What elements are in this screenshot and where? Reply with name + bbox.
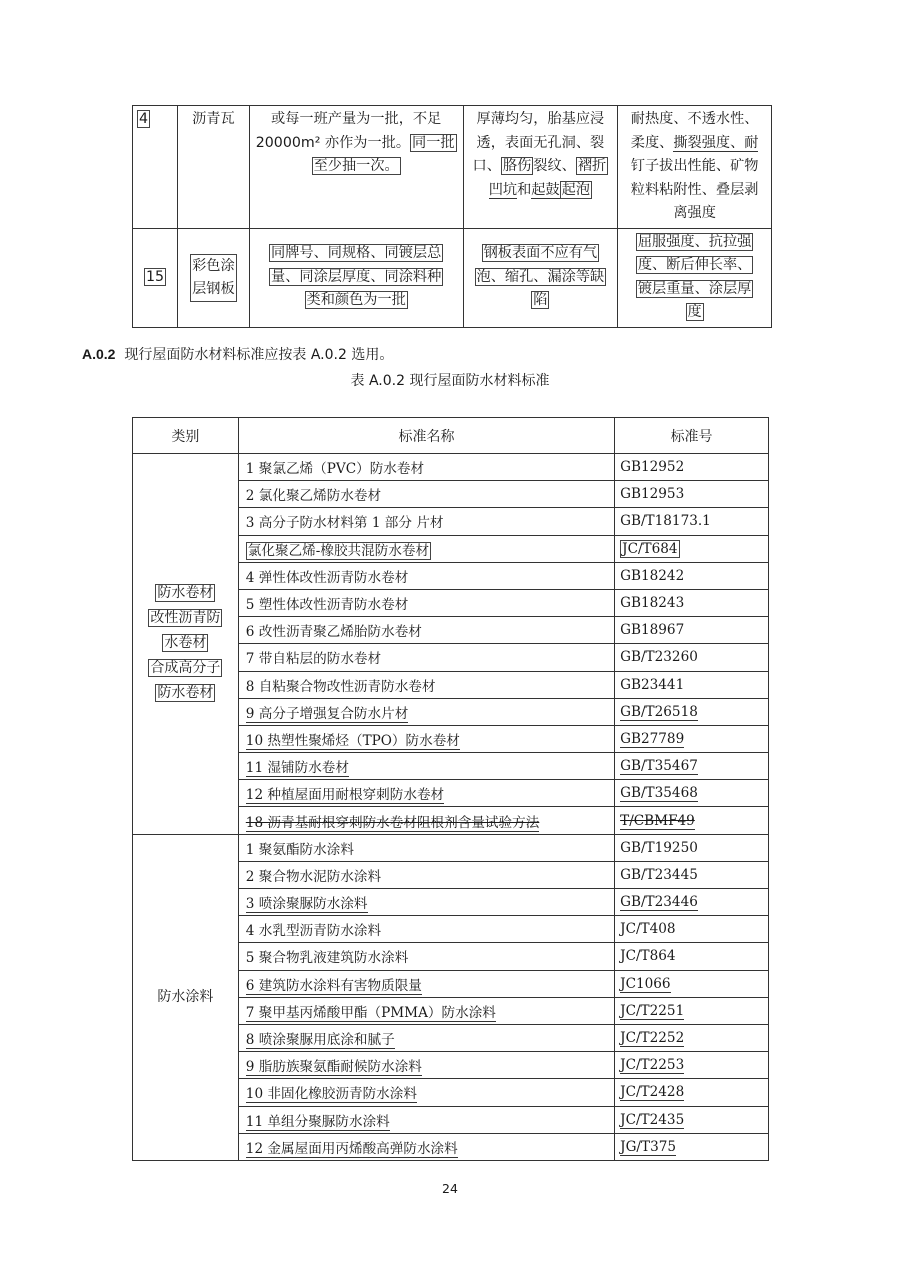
material-name: 沥青瓦 xyxy=(177,106,249,229)
clause-number: A.0.2 xyxy=(82,346,116,362)
appearance-requirement: 厚薄均匀，胎基应浸 透，表面无孔洞、裂 口、 胳伤 裂纹、 褶折 凹坑和起鼓 起泡 xyxy=(463,106,618,229)
clause-text xyxy=(82,344,393,364)
standard-code: JC/T864 xyxy=(615,943,769,970)
standard-code: GB27789 xyxy=(615,725,769,752)
table-caption: 表 A.0.2 现行屋面防水材料标准 xyxy=(350,373,550,389)
row-number: 4 xyxy=(133,106,178,229)
page-number: 24 xyxy=(442,1181,458,1196)
standard-name: 氯化聚乙烯-橡胶共混防水卷材 xyxy=(238,535,614,562)
standard-name: 7 聚甲基丙烯酸甲酯（PMMA）防水涂料 xyxy=(238,997,614,1024)
standard-name: 2 氯化聚乙烯防水卷材 xyxy=(238,481,614,508)
standard-name: 12 金属屋面用丙烯酸高弹防水涂料 xyxy=(238,1133,614,1160)
standards-table xyxy=(132,417,769,1161)
table-row xyxy=(133,228,772,327)
test-items: 屈服强度、抗拉强 度、断后伸长率、 镀层重量、涂层厚 度 xyxy=(618,228,772,327)
standard-name: 1 聚氯乙烯（PVC）防水卷材 xyxy=(238,454,614,481)
standard-code: JC/T2435 xyxy=(615,1106,769,1133)
category-cell: 防水涂料 xyxy=(133,834,239,1160)
clause-body: 现行屋面防水材料标准应按表 A.0.2 选用。 xyxy=(124,347,394,363)
standard-name: 6 建筑防水涂料有害物质限量 xyxy=(238,970,614,997)
standard-name: 11 单组分聚脲防水涂料 xyxy=(238,1106,614,1133)
standard-code: GB18242 xyxy=(615,562,769,589)
standard-code: JC/T2252 xyxy=(615,1024,769,1051)
standard-name: 8 喷涂聚脲用底涂和腻子 xyxy=(238,1024,614,1051)
batch-rule: 同牌号、同规格、同镀层总 量、同涂层厚度、同涂料种 类和颜色为一批 xyxy=(249,228,463,327)
standard-name: 4 弹性体改性沥青防水卷材 xyxy=(238,562,614,589)
standard-name: 12 种植屋面用耐根穿刺防水卷材 xyxy=(238,780,614,807)
standard-code: GB/T26518 xyxy=(615,698,769,725)
standard-name: 2 聚合物水泥防水涂料 xyxy=(238,861,614,888)
standard-code: GB18967 xyxy=(615,617,769,644)
standard-code: GB/T23260 xyxy=(615,644,769,671)
standard-code: GB23441 xyxy=(615,671,769,698)
standard-code: JC/T2253 xyxy=(615,1052,769,1079)
standard-name: 8 自粘聚合物改性沥青防水卷材 xyxy=(238,671,614,698)
standard-code: T/CBMF49 xyxy=(615,807,769,834)
table-row xyxy=(133,834,769,861)
standard-name: 6 改性沥青聚乙烯胎防水卷材 xyxy=(238,617,614,644)
standard-code: GB/T35467 xyxy=(615,753,769,780)
standard-code: GB/T19250 xyxy=(615,834,769,861)
standard-code: JC/T408 xyxy=(615,916,769,943)
standard-code: GB/T23446 xyxy=(615,889,769,916)
standard-code: JC/T2251 xyxy=(615,997,769,1024)
standard-code: GB12953 xyxy=(615,481,769,508)
test-items: 耐热度、不透水性、 柔度、撕裂强度、耐 钉子拔出性能、矿物 粒料粘附性、叠层剥 离强度 xyxy=(618,106,772,229)
standard-code: GB12952 xyxy=(615,454,769,481)
standard-code: JC/T684 xyxy=(615,535,769,562)
standard-name: 5 聚合物乳液建筑防水涂料 xyxy=(238,943,614,970)
row-number: 15 xyxy=(133,228,178,327)
standard-code: GB/T23445 xyxy=(615,861,769,888)
header-row xyxy=(133,418,769,454)
standard-code: JC1066 xyxy=(615,970,769,997)
category-cell: 防水卷材 改性沥青防 水卷材 合成高分子 防水卷材 xyxy=(133,454,239,835)
standard-code: JC/T2428 xyxy=(615,1079,769,1106)
table-row xyxy=(133,106,772,229)
standard-name: 1 聚氨酯防水涂料 xyxy=(238,834,614,861)
table-row xyxy=(133,454,769,481)
standard-name: 9 高分子增强复合防水片材 xyxy=(238,698,614,725)
standard-name: 3 喷涂聚脲防水涂料 xyxy=(238,889,614,916)
standard-name: 4 水乳型沥青防水涂料 xyxy=(238,916,614,943)
batch-rule: 或每一班产量为一批，不足 20000m² 亦作为一批。 同一批 至少抽一次。 xyxy=(249,106,463,229)
standard-name: 7 带自粘层的防水卷材 xyxy=(238,644,614,671)
standard-code: JG/T375 xyxy=(615,1133,769,1160)
standard-name: 10 非固化橡胶沥青防水涂料 xyxy=(238,1079,614,1106)
material-name: 彩色涂 层钢板 xyxy=(177,228,249,327)
standard-code: GB18243 xyxy=(615,589,769,616)
standard-code: GB/T35468 xyxy=(615,780,769,807)
standard-name: 9 脂肪族聚氨酯耐候防水涂料 xyxy=(238,1052,614,1079)
continuation-table xyxy=(132,105,772,328)
standard-name: 5 塑性体改性沥青防水卷材 xyxy=(238,589,614,616)
header-category: 类别 xyxy=(133,418,239,454)
standard-name: 3 高分子防水材料第 1 部分 片材 xyxy=(238,508,614,535)
standard-name: 10 热塑性聚烯烃（TPO）防水卷材 xyxy=(238,725,614,752)
header-standard-code: 标准号 xyxy=(615,418,769,454)
standard-code: GB/T18173.1 xyxy=(615,508,769,535)
header-standard-name: 标准名称 xyxy=(238,418,614,454)
appearance-requirement: 钢板表面不应有气 泡、缩孔、漏涂等缺 陷 xyxy=(463,228,618,327)
standard-name: 11 湿铺防水卷材 xyxy=(238,753,614,780)
standard-name: 18 沥青基耐根穿刺防水卷材阻根剂含量试验方法 xyxy=(238,807,614,834)
